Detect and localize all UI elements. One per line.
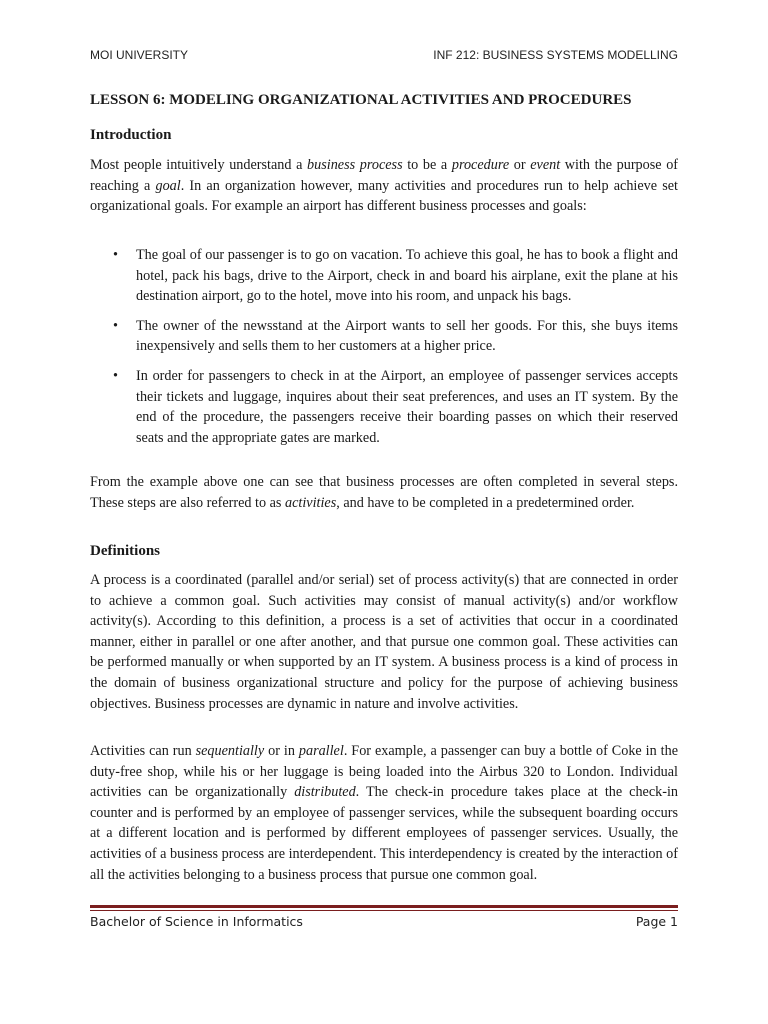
footer-divider-thin [90,910,678,911]
bullet-icon: • [113,317,118,334]
introduction-heading: Introduction [90,127,172,143]
definitions-paragraph-2: Activities can run sequentially or in parallel. For example, a passenger can buy a bottle of Coke in the duty-free shop, while his or her luggage is being loaded into the Airbus 320 to London. Individual activities can be organizationally distributed. The check-in procedure takes place at the check-in counter and is performed by an employee of passenger services, while the subsequent boarding occurs at a different location and is performed by different employees of passenger services. Usually, the activities of a business process are interdependent. This interdependency is created by the interaction of all the activities belonging to a business process that pursue one common goal. [90,743,678,883]
airport-examples-list [90,245,678,457]
bullet-icon: • [113,247,118,263]
header-institution: MOI UNIVERSITY [90,48,189,62]
list-item: • In order for passengers to check in at the Airport, an employee of passenger services accepts their tickets and luggage, inquires about their seat preferences, and uses an IT system. By the end of the procedure, the passengers receive their boarding passes on which their reserved seats and the appropriate gates are marked. [113,367,678,446]
list-item: • The goal of our passenger is to go on vacation. To achieve this goal, he has to book a flight and hotel, pack his bags, drive to the Airport, check in and board his airplane, exit the plane at his destination airport, go to the hotel, move into his room, and unpack his bags. [113,247,678,305]
footer-program: Bachelor of Science in Informatics [90,914,303,929]
list-item: • The owner of the newsstand at the Airport wants to sell her goods. For this, she buys items inexpensively and sells them to her customers at a higher price. [113,317,678,355]
page-number: Page 1 [635,914,678,929]
intro-paragraph-2: From the example above one can see that business processes are often completed in several steps. These steps are also referred to as activities, and have to be completed in a predetermined order. [90,474,678,511]
footer-divider-thick [90,905,678,908]
lesson-title: LESSON 6: MODELING ORGANIZATIONAL ACTIVITIES AND PROCEDURES [90,92,632,108]
definitions-heading: Definitions [90,543,161,559]
header-course: INF 212: BUSINESS SYSTEMS MODELLING [433,48,678,62]
bullet-icon: • [113,367,118,384]
intro-paragraph-1: Most people intuitively understand a business process to be a procedure or event with the purpose of reaching a goal. In an organization however, many activities and procedures run to help achieve set organizational goals. For example an airport has different business processes and goals: [90,157,679,215]
definitions-paragraph-1: A process is a coordinated (parallel and/or serial) set of process activity(s) that are connected in order to achieve a common goal. Such activities may consist of manual activity(s) and/or workflow activity(s). According to this definition, a process is a set of activities that occur in a coordinated manner, either in parallel or one after another, and that pursue one common goal. These activities can be performed manually or when supported by an IT system. A business process is a kind of process in the domain of business organizational structure and policy for the purpose of achieving business objectives. Business processes are dynamic in nature and involve activities. [90,572,678,712]
